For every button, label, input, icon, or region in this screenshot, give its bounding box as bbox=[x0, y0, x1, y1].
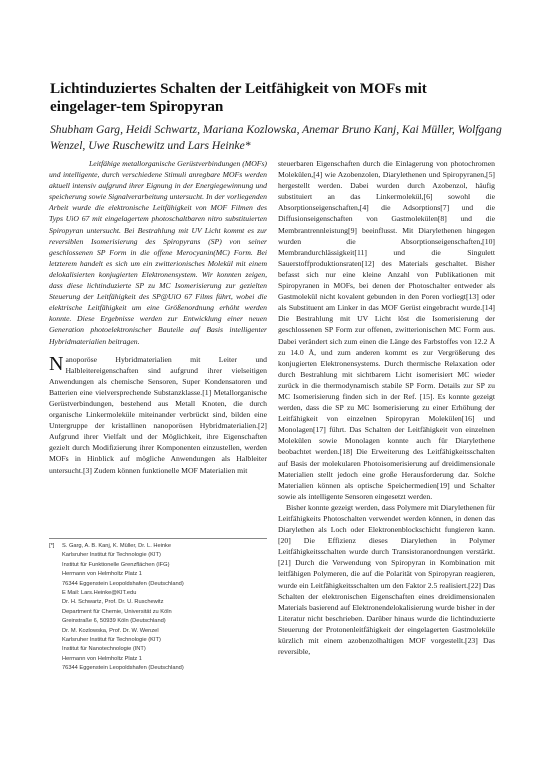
footnote-line: Institut für Nanotechnologie (INT) bbox=[62, 646, 146, 653]
footnote-line: 76344 Eggenstein Leopoldshafen (Deutschland) bbox=[62, 665, 184, 672]
footnote-line: E Mail: Lars.Heinke@KIT.edu bbox=[62, 590, 137, 597]
footnote-line: 76344 Eggenstein Leopoldshafen (Deutschland) bbox=[62, 580, 184, 587]
article-title: Lichtinduziertes Schalten der Leitfähigkeit von MOFs mit eingelager-tem Spiropyran bbox=[50, 80, 427, 115]
author-affiliations-footnote bbox=[49, 542, 267, 674]
footnote-line: Dr. M. Kozlowska, Prof. Dr. W. Wenzel bbox=[62, 627, 159, 634]
introduction-paragraph bbox=[49, 354, 267, 476]
body-paragraph-1: steuerbaren Eigenschaften durch die Einlagerung von photochromen Molekülen,[4] wie Azobenzolen, Diarylethenen und Spiropyranen,[5] hergestellt werden. Dabei wurden durch Azobenzol, häufig substituiert an das Linkermolekül,[6] sowohl die Absorptionseigenschaften,[4] die Adsorptions[7] und die Diffusionseigenschaften von Gastmolekülen[8] und die Membrantrennleistung[9] beeinflusst. Mit Diarylethenen hingegen wurden die Absorptionseigenschaften,[10] Membrandurchlässigkeit[11] und die Singulett Sauerstoffproduktionsraten[12] des Materials geschaltet. Bisher befasst sich nur eine kleine Anzahl von Publikationen mit Spiropyranen in MOFs, bei denen der Photoschalter entweder als Gastmolekül nicht kovalent gebunden in den Poren vorliegt[13] oder als Substituent am Linker in das MOF Gerüst eingebracht wurde.[14] Die Bestrahlung mit UV Licht löst die Isomerisierung der geschlossenen SP Form zur offenen, zwitterionischen MC Form aus. Dabei verändert sich zum einen die Länge des Farbstoffes von 12.2 Å zu 14.0 Å, und zum anderen kommt es zur Vergrößerung des konjugierten Elektronensystems. Durch thermische Relaxation oder durch Bestrahlung mit sichtbarem Licht isomerisiert MC wieder zurück in die thermodynamisch stabile SP Form. Details zur SP zu MC Isomerisierung finden sich in der Ref. [15]. Es konnte gezeigt werden, dass die SP zu MC Isomerisierung zu einer Erhöhung der Leitfähigkeit von einzelnen Spiropyran Molekülen[16] und Monolagen[17] führt. Das Schalten der Leitfähigkeit von einzelnen Molekülen sowie Monolagen konnte auch für Diarylethene beobachtet werden.[18] Die Erweiterung des Leitfähigkeitsschalten auf Basis der molekularen Photoisomerisierung auf dreidimensionale Materialien stellt jedoch eine große Herausforderung dar. Solche Materialien können als optische Speichermedien[19] und Schalter sowie als intelligente Sensoren eingesetzt werden. bbox=[278, 159, 495, 501]
introduction-text: anoporöse Hybridmaterialien mit Leiter und Halbleitereigenschaften sind aufgrund ihrer vielseitigen Anwendungen als chemische Sensoren, Super Kondensatoren und Batterien eine vielversprechende Substanzklasse.[1] Metallorganische Gerüstverbindungen, bestehend aus Metall Knoten, die durch organische Linkermoleküle miteinander verbrückt sind, bilden eine Untergruppe der kristallinen nanoporösen Hybridmaterialien.[2] Aufgrund ihrer Vielfalt und der Möglichkeit, ihre Eigenschaften gezielt durch Modifizierung ihrer Komponenten einzustellen, werden MOFs in Hinblick auf mögliche Anwendungen als Halbleiter untersucht.[3] Zudem können funktionelle MOF Materialien mit bbox=[49, 354, 267, 475]
abstract: Leitfähige metallorganische Gerüstverbindungen (MOFs) und intelligente, durch verschiedene Stimuli anregbare MOFs werden aktuell intensiv aufgrund ihrer Eignung in der Energiegewinnung und speicherung sowie Signalverarbeitung untersucht. In der vorliegenden Arbeit wurde die elektronische Leitfähigkeit von MOF Filmen des Typs UiO 67 mit eingelagertem photoschaltbaren nitro substituierten Spiropyran untersucht. Bei Bestrahlung mit UV Licht kommt es zur reversiblen Isomerisierung des Spiropyrans (SP) von seiner geschlossenen SP Form in die offene Merocyanin(MC) Form. Bei letzterem handelt es sich um ein zwitterionisches Molekül mit einem delokalisierten konjugierten Elektronensystem. Wir konnten zeigen, dass diese lichtinduzierte SP zu MC Isomerisierung zur gezielten Steuerung der Leitfähigkeit des SP@UiO 67 Films führt, wobei die elektrische Leitfähigkeit um eine Größenordnung erhöht werden konnte. Diese Ergebnisse werden zur Entwicklung einer neuen Generation photoelektronischer Bauteile auf Basis intelligenter Hybridmaterialien beitragen. bbox=[49, 159, 267, 346]
left-column bbox=[49, 158, 267, 476]
footnote-line: Dr. H. Schwartz, Prof. Dr. U. Ruschewitz bbox=[62, 599, 164, 606]
right-column bbox=[278, 158, 495, 657]
footnote-line: Karlsruher Institut für Technologie (KIT) bbox=[62, 637, 161, 644]
footnote-mark: [*] bbox=[49, 543, 55, 549]
footnote-body bbox=[49, 542, 267, 674]
drop-cap: N bbox=[49, 352, 64, 375]
author-list: Shubham Garg, Heidi Schwartz, Mariana Kozlowska, Anemar Bruno Kanj, Kai Müller, Wolfgang Wenzel, Uwe Ruschewitz und Lars Heinke* bbox=[50, 123, 502, 152]
footnote-line: Hermann von Helmholtz Platz 1 bbox=[62, 655, 142, 662]
footnote-line: Institut für Funktionelle Grenzflächen (IFG) bbox=[62, 561, 170, 568]
footnote-line: S. Garg, A. B. Kanj, K. Müller, Dr. L. Heinke bbox=[62, 543, 172, 549]
footnote-line: Hermann von Helmholtz Platz 1 bbox=[62, 571, 142, 578]
footnote-line: Karlsruher Institut für Technologie (KIT) bbox=[62, 552, 161, 559]
footnote-line: Greinstraße 6, 50939 Köln (Deutschland) bbox=[62, 618, 166, 625]
footnote-divider bbox=[49, 538, 267, 539]
footnote-line: Department für Chemie, Universität zu Köln bbox=[62, 608, 172, 615]
body-paragraph-2: Bisher konnte gezeigt werden, dass Polymere mit Diarylethenen für Leitfähigkeits Photoschalten verwendet werden können, in denen das Diarylethen als Loch oder Elektronenblockschicht fungieren kann.[20] Die Effizienz dieses Diarylethen in Polymer Leitfähigkeitsschalten wurde durch Transistoranordnungen verstärkt.[21] Durch die Verwendung von Spiropyran in Kombination mit leitfähigen Polymeren, die auf die Polarität von Spiropyran reagieren, wurde ein Leitfähigkeitsschalten um den Faktor 2.5 realisiert.[22] Das Schalten der elektronischen Eigenschaften eines dreidimensionalen Materials basierend auf Elektronendelokalisierung wurde bisher in der Literatur nicht beschrieben. Darüber hinaus wurde die lichtinduzierte Steuerung der Protonenleitfähigkeit der eingelagerten Gastmoleküle kürzlich mit einem azobenzolhaltigen MOF vorgestellt.[23] Das reversible, bbox=[278, 502, 495, 657]
